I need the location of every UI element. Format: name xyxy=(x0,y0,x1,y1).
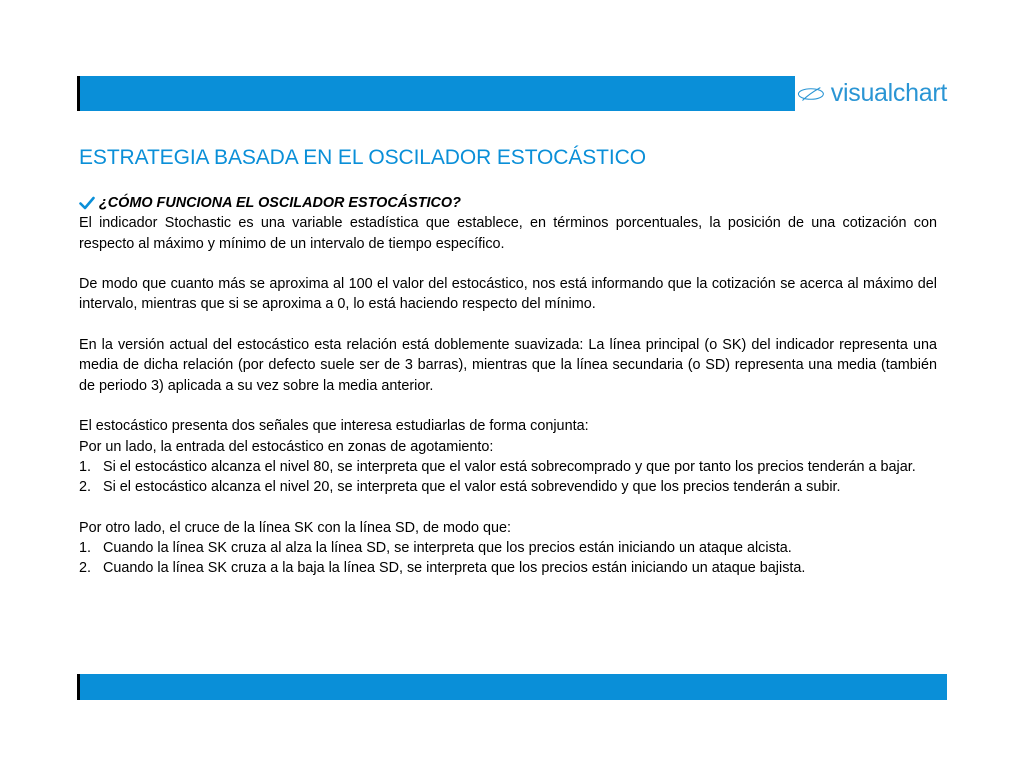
page-title: ESTRATEGIA BASADA EN EL OSCILADOR ESTOCÁSTICO xyxy=(79,146,646,169)
paragraph-definition: El indicador Stochastic es una variable estadística que establece, en términos porcentuales, la posición de una cotización con respecto al máximo y mínimo de un intervalo de tiempo específico. xyxy=(79,215,937,252)
content-body xyxy=(79,193,937,579)
paragraph-smoothing: En la versión actual del estocástico esta relación está doblemente suavizada: La línea principal (o SK) del indicador representa una media de dicha relación (por defecto suele ser de 3 barras), mientras que la línea secundaria (o SD) representa una media (también de periodo 3) aplicada a su vez sobre la media anterior. xyxy=(79,337,937,394)
visualchart-logo-icon xyxy=(797,79,825,109)
list-item: 1. Si el estocástico alcanza el nivel 80, se interpreta que el valor está sobrecomprado y que por tanto los precios tenderán a bajar. xyxy=(79,458,916,475)
paragraph-exhaustion-intro: Por un lado, la entrada del estocástico en zonas de agotamiento: xyxy=(79,438,494,455)
footer-bar xyxy=(77,674,947,700)
exhaustion-list xyxy=(79,457,937,498)
checkmark-icon xyxy=(79,196,95,210)
list-item: 2. Cuando la línea SK cruza a la baja la línea SD, se interpreta que los precios están iniciando un ataque bajista. xyxy=(79,560,806,577)
crossover-list xyxy=(79,538,937,579)
section-heading-text: ¿CÓMO FUNCIONA EL OSCILADOR ESTOCÁSTICO? xyxy=(99,195,461,211)
brand-logo xyxy=(795,76,947,111)
paragraph-crossover-intro: Por otro lado, el cruce de la línea SK con la línea SD, de modo que: xyxy=(79,519,511,536)
section-heading xyxy=(79,193,937,213)
paragraph-interpretation: De modo que cuanto más se aproxima al 100 el valor del estocástico, nos está informando que la cotización se acerca al máximo del intervalo, mientras que si se aproxima a 0, lo está haciendo respecto del mínimo. xyxy=(79,276,937,313)
header-bar xyxy=(77,76,795,111)
list-item: 1. Cuando la línea SK cruza al alza la línea SD, se interpreta que los precios están iniciando un ataque alcista. xyxy=(79,540,792,557)
paragraph-signals-intro: El estocástico presenta dos señales que interesa estudiarlas de forma conjunta: xyxy=(79,418,589,435)
brand-name: visualchart xyxy=(830,79,947,107)
list-item: 2. Si el estocástico alcanza el nivel 20, se interpreta que el valor está sobrevendido y que los precios tenderán a subir. xyxy=(79,479,841,496)
